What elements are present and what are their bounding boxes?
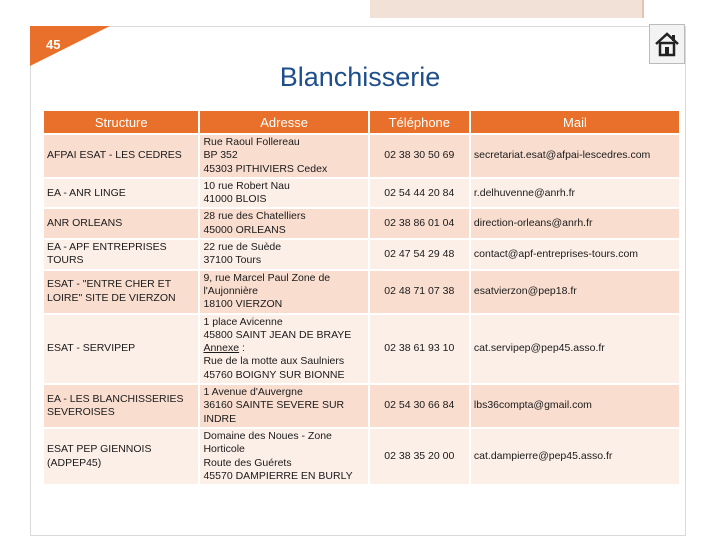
mail-cell: secretariat.esat@afpai-lescedres.com (471, 135, 681, 179)
address-line: 18100 VIERZON (203, 298, 283, 311)
address-line: 1 Avenue d'Auvergne (203, 386, 303, 399)
address-line: 28 rue des Chatelliers (203, 210, 306, 223)
address-cell (200, 429, 369, 486)
address-line: 41000 BLOIS (203, 193, 267, 206)
address-line: 45570 DAMPIERRE EN BURLY (203, 469, 353, 482)
page-title: Blanchisserie (279, 62, 441, 92)
table-row (44, 135, 681, 179)
address-line: 45760 BOIGNY SUR BIONNE (203, 368, 345, 381)
address-line: Rue de la motte aux Saulniers (203, 355, 345, 368)
address-line: 45800 SAINT JEAN DE BRAYE (203, 328, 352, 341)
address-cell (200, 135, 369, 179)
column-header-mail: Mail (471, 111, 681, 135)
mail-cell: contact@apf-entreprises-tours.com (471, 240, 681, 271)
address-cell (200, 179, 369, 210)
address-cell (200, 240, 369, 271)
address-line: Domaine des Noues - Zone (203, 429, 332, 442)
phone-cell: 02 38 61 93 10 (370, 315, 471, 385)
phone-cell: 02 38 86 01 04 (370, 209, 471, 240)
phone-cell: 02 38 30 50 69 (370, 135, 471, 179)
structure-cell: AFPAI ESAT - LES CEDRES (44, 135, 200, 179)
table-row (44, 385, 681, 429)
table-row (44, 315, 681, 385)
phone-cell: 02 48 71 07 38 (370, 271, 471, 315)
address-line: 10 rue Robert Nau (203, 179, 290, 192)
mail-cell: r.delhuvenne@anrh.fr (471, 179, 681, 210)
structure-cell: EA - LES BLANCHISSERIES SEVEROISES (44, 385, 200, 429)
address-line: l'Aujonnière (203, 284, 259, 297)
address-line: 45303 PITHIVIERS Cedex (203, 162, 328, 175)
table-header-row (44, 111, 681, 135)
address-line: 37100 Tours (203, 254, 262, 267)
address-line: 9, rue Marcel Paul Zone de (203, 271, 331, 284)
address-line: Route des Guérets (203, 456, 292, 469)
laundry-directory-table (44, 111, 681, 486)
home-button[interactable] (649, 24, 685, 64)
address-line: 22 rue de Suède (203, 241, 282, 254)
mail-cell: esatvierzon@pep18.fr (471, 271, 681, 315)
column-header-structure: Structure (44, 111, 200, 135)
address-line: Rue Raoul Follereau (203, 136, 300, 148)
structure-cell: EA - ANR LINGE (44, 179, 200, 210)
structure-cell: ESAT - "ENTRE CHER ET LOIRE" SITE DE VIERZON (44, 271, 200, 315)
table-row (44, 209, 681, 240)
address-line: Horticole (203, 443, 245, 456)
mail-cell: lbs36compta@gmail.com (471, 385, 681, 429)
phone-cell: 02 47 54 29 48 (370, 240, 471, 271)
address-cell (200, 209, 369, 240)
address-line: 45000 ORLEANS (203, 223, 286, 236)
annex-suffix: : (239, 342, 245, 355)
top-decoration-slab (370, 0, 644, 18)
table-row (44, 179, 681, 210)
address-cell (200, 385, 369, 429)
annex-link[interactable]: Annexe (203, 342, 240, 355)
table-row (44, 240, 681, 271)
structure-cell: ANR ORLEANS (44, 209, 200, 240)
address-line: INDRE (203, 412, 237, 425)
table-row (44, 429, 681, 486)
home-icon (654, 31, 680, 57)
address-line: 36160 SAINTE SEVERE SUR (203, 399, 345, 412)
mail-cell: cat.dampierre@pep45.asso.fr (471, 429, 681, 486)
page-number: 45 (46, 37, 61, 52)
address-annex-line (203, 342, 364, 355)
mail-cell: cat.servipep@pep45.asso.fr (471, 315, 681, 385)
phone-cell: 02 54 30 66 84 (370, 385, 471, 429)
structure-cell: ESAT PEP GIENNOIS (ADPEP45) (44, 429, 200, 486)
address-line: BP 352 (203, 149, 238, 162)
mail-cell: direction-orleans@anrh.fr (471, 209, 681, 240)
phone-cell: 02 38 35 20 00 (370, 429, 471, 486)
column-header-address: Adresse (200, 111, 369, 135)
address-cell (200, 271, 369, 315)
address-cell (200, 315, 369, 385)
phone-cell: 02 54 44 20 84 (370, 179, 471, 210)
structure-cell: ESAT - SERVIPEP (44, 315, 200, 385)
page-number-tab (30, 26, 110, 66)
address-line: 1 place Avicenne (203, 315, 283, 328)
structure-cell: EA - APF ENTREPRISES TOURS (44, 240, 200, 271)
column-header-phone: Téléphone (370, 111, 471, 135)
table-row (44, 271, 681, 315)
